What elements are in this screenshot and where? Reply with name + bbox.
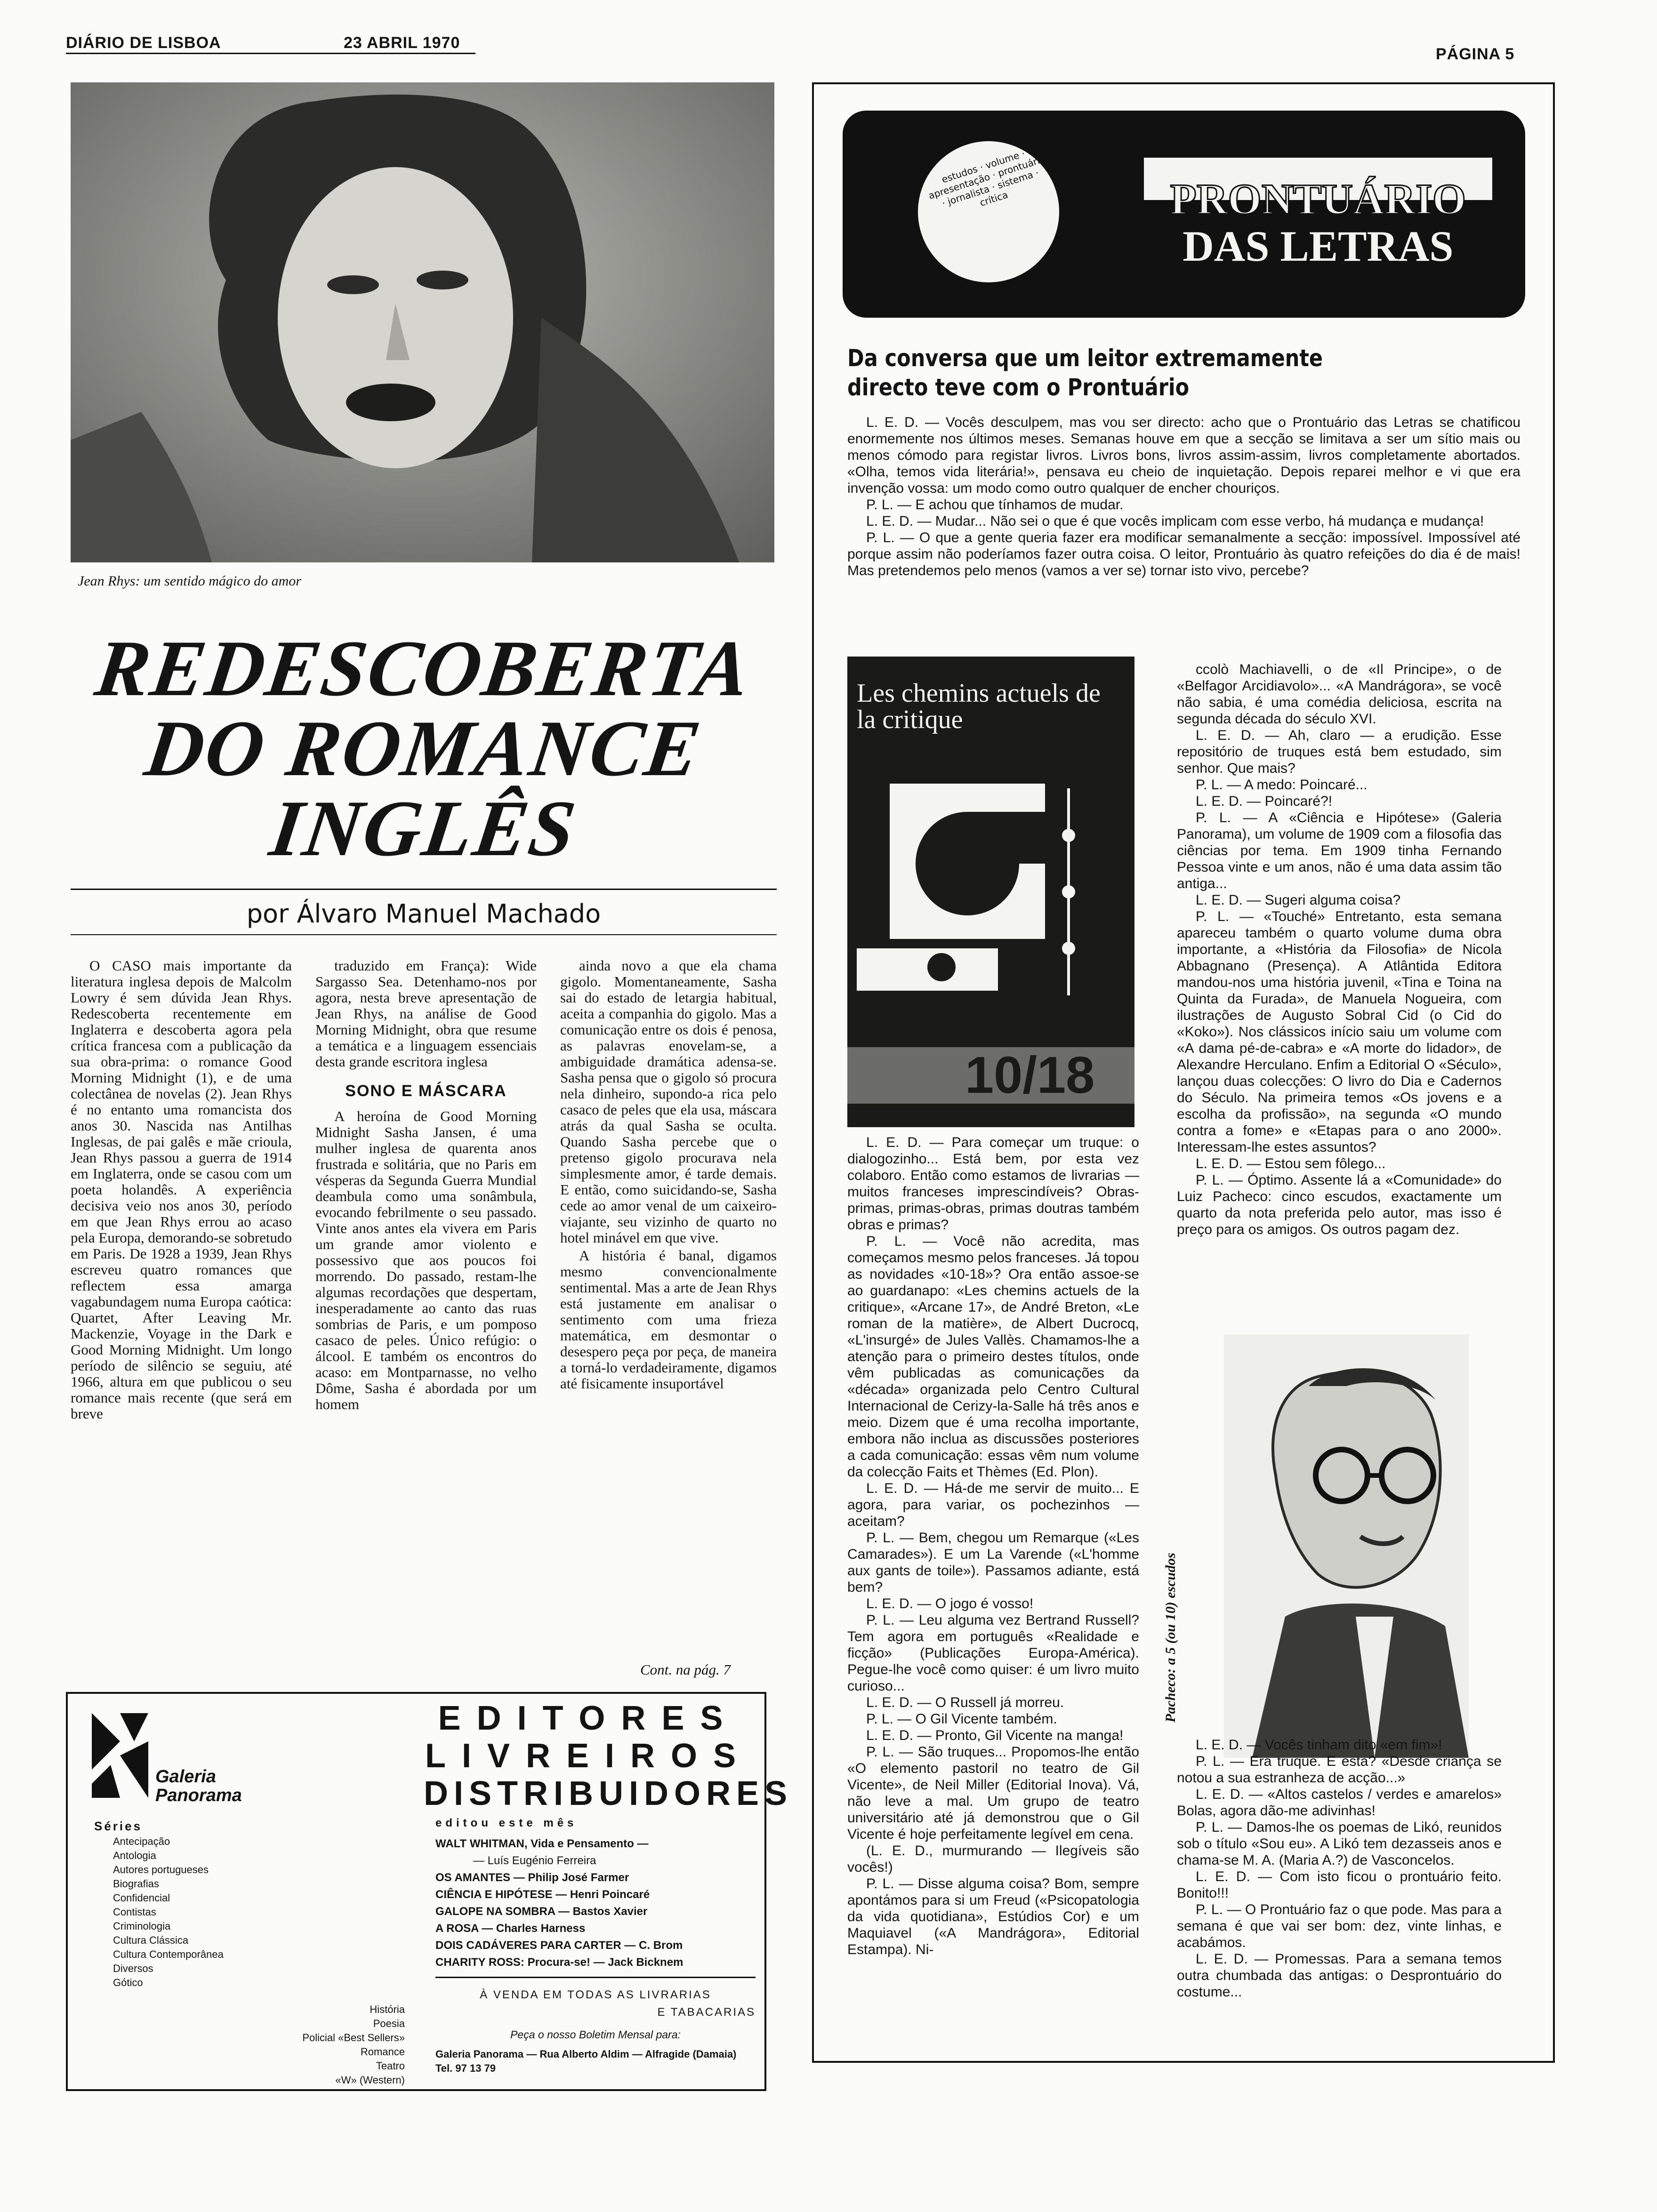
dialogue-paragraph: L. E. D. — Vocês tinham dito «em fim»! xyxy=(1196,1737,1442,1753)
article-column-3 xyxy=(560,958,777,1659)
dialogue-paragraph: P. L. — O Prontuário faz o que pode. Mas para a semana é que vai ser bom: dez, vinte linhas, e acabámos. xyxy=(1177,1902,1502,1950)
ad-book-item: CIÊNCIA E HIPÓTESE — Henri Poincaré xyxy=(435,1888,650,1901)
brand-name-line-1: Galeria xyxy=(155,1767,216,1787)
dialogue-paragraph: L. E. D. — Estou sem fôlego... xyxy=(1196,1156,1386,1171)
brand-name-line-2: Panorama xyxy=(155,1786,242,1805)
dialogue-paragraph: (L. E. D., murmurando — Ilegíveis são vocês!) xyxy=(847,1843,1139,1875)
dialogue-paragraph: P. L. — O que a gente queria fazer era modificar semanalmente a secção: impossível. Impossível até porque assim não poderíamos fazer outra coisa. O leitor, Prontuário às quatro refeições do dia é de mais! Mas pretendemos pelo menos (vamos a ver se) tornar isto vivo, percebe? xyxy=(847,530,1520,578)
ad-heading-distribuidores: DISTRIBUIDORES xyxy=(424,1775,793,1812)
dialogue-paragraph: L. E. D. — Sugeri alguma coisa? xyxy=(1196,892,1401,908)
newspaper-name: DIÁRIO DE LISBOA xyxy=(66,34,221,52)
dialogue-paragraph: L. E. D. — Ah, claro — a erudição. Esse repositório de truques está bem estudado, sim senhor. Que mais? xyxy=(1177,728,1502,776)
dialogue-paragraph: L. E. D. — Promessas. Para a semana temos outra chumbada das antigas: o Desprontuário do costume... xyxy=(1177,1951,1502,2000)
dialogue-paragraph: P. L. — Leu alguma vez Bertrand Russell? Tem agora em português «Realidade e ficção» (Publicações Europa-América). Pegue-lhe você como quiser: é um livro muito curioso... xyxy=(847,1612,1139,1694)
dialogue-paragraph: L. E. D. — Poincaré?! xyxy=(1196,793,1333,809)
prontuario-headline: Da conversa que um leitor extremamente directo teve com o Prontuário xyxy=(847,345,1323,401)
ad-sale-line-2: E TABACARIAS xyxy=(657,2006,756,2019)
dialogue-paragraph: L. E. D. — Há-de me servir de muito... E agora, para variar, os pochezinhos — aceitam? xyxy=(847,1481,1139,1529)
series-item: Criminologia xyxy=(113,1920,171,1932)
prontuario-intro xyxy=(847,414,1520,626)
dialogue-paragraph: ccolò Machiavelli, o de «Il Principe», o de «Belfagor Arcidiavolo»... «A Mandrágora», se você não sabia, é uma comédia deliciosa, escrita na segunda década do século XVI. xyxy=(1177,662,1502,727)
article-title-line-3: INGLÊS xyxy=(265,784,582,873)
ad-heading-livreiros: LIVREIROS xyxy=(425,1737,752,1775)
dialogue-paragraph: L. E. D. — Mudar... Não sei o que é que vocês implicam com esse verbo, há mudança e mudança! xyxy=(866,513,1484,529)
article-paragraph: A história é banal, digamos mesmo convencionalmente sentimental. Mas a arte de Jean Rhys está justamente em analisar o sentimento com uma frieza matemática, em desmontar o desespero peça por peça, de maneira a torná-lo verdadeiramente, digamos até fisicamente insuportável xyxy=(560,1247,777,1392)
series-item: Confidencial xyxy=(113,1892,170,1904)
byline: por Álvaro Manuel Machado xyxy=(246,899,601,929)
masthead-title-line-1: PRONTUÁRIO xyxy=(1170,175,1466,223)
series-item: Gótico xyxy=(113,1977,143,1988)
prontuario-column-b-continued xyxy=(1177,1737,1502,2047)
dialogue-paragraph: P. L. — Você não acredita, mas começamos mesmo pelos franceses. Já topou as novidades «10-18»? Ora então assoe-se ao guardanapo: «Les chemins actuels de la critique», «Arcane 17», de André Breton, «Le roman de la matière», de Albert Ducrocq, «L'insurgé» de Jules Vallès. Chamamos-lhe a atenção para o primeiro destes títulos, onde vêm publicadas as comunicações da «década» organizada pelo Centro Cultural Internacional de Cerizy-la-Salle há três anos e meio. Dizem que é uma recolha importante, embora não inclua as discussões posteriores a cada comunicação: essas vêm num volume da colecção Faits et Thèmes (Ed. Plon). xyxy=(847,1234,1139,1480)
series-item: Diversos xyxy=(113,1963,153,1974)
series-item: «W» (Western) xyxy=(335,2074,405,2086)
ad-book-item: OS AMANTES — Philip José Farmer xyxy=(435,1871,629,1884)
dialogue-paragraph: P. L. — A medo: Poincaré... xyxy=(1196,777,1367,793)
series-item: Autores portugueses xyxy=(113,1864,209,1875)
article-paragraph: traduzido em França): Wide Sargasso Sea. Detenhamo-nos por agora, nesta breve apresentação de Jean Rhys, na análise de Good Morning Midnight, obra que resume a temática e a linguagem essenciais desta grande escritora inglesa xyxy=(315,958,537,1070)
dialogue-paragraph: L. E. D. — Vocês desculpem, mas vou ser directo: acho que o Prontuário das Letras se chatificou enormemente nos últimos meses. Semanas houve em que a secção se limitava a ser um sítio mais ou menos cómodo para registar livros. Livros bons, livros assim-assim, livros completamente abortados. «Olha, temos vida literária!», pensava eu cheio de inquietação. Depois reparei melhor e vi que era invenção vossa: um modo como outro qualquer de encher chouriços. xyxy=(847,415,1520,496)
page-number: PÁGINA 5 xyxy=(1436,45,1515,63)
book-cover-title: Les chemins actuels de la critique xyxy=(857,679,1101,734)
dialogue-paragraph: P. L. — Damos-lhe os poemas de Likó, reunidos sob o título «Sou eu». A Likó tem dezasseis anos e chama-se M. A. (Maria A.?) de Vasconcelos. xyxy=(1177,1819,1502,1868)
ad-address: Galeria Panorama — Rua Alberto Aldim — Alfragide (Damaia) Tel. 97 13 79 xyxy=(435,2048,737,2074)
dialogue-paragraph: P. L. — E achou que tínhamos de mudar. xyxy=(866,497,1124,513)
dialogue-paragraph: P. L. — Bem, chegou um Remarque («Les Camarades»). E um La Varende («L'homme aux gants de toile»). Passamos adiante, está bem? xyxy=(847,1530,1139,1595)
subheading: SONO E MÁSCARA xyxy=(345,1082,507,1100)
ad-rule xyxy=(435,1977,756,1978)
byline-rule-bottom xyxy=(71,934,777,935)
dialogue-paragraph: L. E. D. — Com isto ficou o prontuário feito. Bonito!!! xyxy=(1177,1869,1502,1901)
article-title-line-2: DO ROMANCE xyxy=(140,704,708,793)
series-item: Romance xyxy=(360,2046,405,2058)
ad-editou-label: editou este mês xyxy=(435,1817,578,1829)
dialogue-paragraph: P. L. — São truques... Propomos-lhe então «O elemento pastoril no teatro de Gil Vicente», de Neil Miller (Editorial Inova). Vá, não leve a mal. Um grupo de teatro universitário até já demonstrou que o Gil Vicente é hoje perfeitamente legível em cena. xyxy=(847,1744,1139,1842)
ad-book-item: — Luís Eugénio Ferreira xyxy=(473,1854,596,1867)
ad-sale-line-1: À VENDA EM TODAS AS LIVRARIAS xyxy=(480,1988,711,2001)
photo-caption: Jean Rhys: um sentido mágico do amor xyxy=(78,573,301,589)
badge-text: estudos · volume · apresentação · prontuário · jornalista · sistema · crítica xyxy=(927,147,1047,209)
ad-book-item: CHARITY ROSS: Procura-se! — Jack Bicknem xyxy=(435,1956,684,1969)
masthead-title-line-2: DAS LETRAS xyxy=(1182,222,1454,270)
ad-book-item: GALOPE NA SOMBRA — Bastos Xavier xyxy=(435,1905,648,1918)
portrait-photo-jean-rhys xyxy=(71,82,774,562)
pacheco-photo-caption: Pacheco: a 5 (ou 10) escudos xyxy=(1163,1553,1178,1723)
prontuario-column-a xyxy=(847,1134,1139,2047)
byline-rule-top xyxy=(71,889,777,890)
series-item: Antecipação xyxy=(113,1835,170,1847)
article-column-2 xyxy=(315,958,537,1683)
dialogue-paragraph: P. L. — «Touché» Entretanto, esta semana apareceu também o quarto volume duma obra importante, a «História da Filosofia» de Nicola Abbagnano (Presença). A Atlântida Editora mandou-nos uma história juvenil, «Tina e Toina na Quinta da Furada», de Manuela Nogueira, com ilustrações de Augusto Sobral Cid (o Cid do «Koko»). Nos clássicos início saiu um volume com «A dama pé-de-cabra» e «A morte do lidador», de Alexandre Herculano. Enfim a Editorial O «Século», lançou duas colecções: O livro do Dia e Cadernos do Século. Na primeira temos «Os jovens e a escolha da profissão», na segunda «O mundo contra a fome» e «Etapas para o ano 2000». Interessam-lhe estes assuntos? xyxy=(1177,909,1502,1155)
ad-book-item: DOIS CADÁVERES PARA CARTER — C. Brom xyxy=(435,1939,683,1952)
series-item: Antologia xyxy=(113,1850,156,1861)
article-paragraph: O CASO mais importante da literatura inglesa depois de Malcolm Lowry é sem dúvida Jean Rhys. Redescoberta recentemente em Inglaterra e descoberta agora pela crítica francesa com a publicação da sua obra-prima: o romance Good Morning Midnight (1), e de uma colectânea de novelas (2). Jean Rhys é no entanto uma romancista dos anos 30. Nascida nas Antilhas Inglesas, de pai galês e mãe crioula, Jean Rhys passou a guerra de 1914 em Inglaterra, onde se casou com um poeta holandês. A experiência decisiva veio nos anos 30, período em que Jean Rhys errou ao acaso pela Europa, demorando-se sobretudo em Paris. De 1928 a 1939, Jean Rhys escreveu quatro romances que reflectem essa amarga vagabundagem numa Europa caótica: Quartet, After Leaving Mr. Mackenzie, Voyage in the Dark e Good Morning Midnight. Um longo período de silêncio se seguiu, até 1966, altura em que publicou o seu romance mais recente (que será em breve xyxy=(71,958,292,1422)
issue-date: 23 ABRIL 1970 xyxy=(344,34,460,52)
series-item: Cultura Clássica xyxy=(113,1934,189,1946)
dialogue-paragraph: P. L. — Disse alguma coisa? Bom, sempre apontámos para si um Freud («Psicopatologia da vida quotidiana», Estúdios Cor) e um Maquiavel («A Mandrágora», Editorial Estampa). Ni- xyxy=(847,1876,1139,1957)
galeria-panorama-logo-icon xyxy=(92,1713,148,1798)
series-list xyxy=(113,1835,348,1990)
article-column-1 xyxy=(71,958,292,1683)
ad-books-list xyxy=(435,1835,756,1971)
ad-book-item: WALT WHITMAN, Vida e Pensamento — xyxy=(435,1837,649,1850)
series-item: Cultura Contemporânea xyxy=(113,1948,224,1960)
continued-note: Cont. na pág. 7 xyxy=(640,1661,731,1678)
article-paragraph: A heroína de Good Morning Midnight Sasha Jansen, é uma mulher inglesa de quarenta anos frustrada e solitária, que no Paris em vésperas da Segunda Guerra Mundial deambula como uma sonâmbula, evocando febrilmente o seu passado. Vinte anos antes ela vivera em Paris um grande amor violento e possessivo que aos poucos foi morrendo. Do passado, restam-lhe algumas recordações que despertam, inesperadamente ao canto das ruas sombrias de Paris, e um pomposo casaco de peles. Único refúgio: o álcool. E também os encontros do acaso: em Montparnasse, no velho Dôme, Sasha é abordada por um homem xyxy=(315,1108,537,1412)
prontuario-column-b xyxy=(1177,661,1502,1290)
series-item: Policial «Best Sellers» xyxy=(302,2032,405,2044)
series-list-right xyxy=(141,2003,405,2087)
book-cover-image xyxy=(847,657,1134,1127)
portrait-photo-pacheco xyxy=(1224,1334,1469,1758)
series-label: Séries xyxy=(94,1819,143,1833)
ad-heading-editores: EDITORES xyxy=(438,1699,739,1737)
dialogue-paragraph: P. L. — Era truque. E esta? «Desde criança se notou a sua estranheza de acção...» xyxy=(1177,1754,1502,1786)
dialogue-paragraph: L. E. D. — O Russell já morreu. xyxy=(866,1695,1064,1710)
dialogue-paragraph: L. E. D. — Para começar um truque: o dialogozinho... Está bem, por esta vez colaboro. Então como estamos de livrarias — muitos franceses imprescindíveis? Obras-primas, primas-obras, primas doutras também obras e primas? xyxy=(847,1135,1139,1233)
series-item: Biografias xyxy=(113,1878,159,1890)
brand-logo-text xyxy=(155,1767,242,1805)
dialogue-paragraph: L. E. D. — O jogo é vosso! xyxy=(866,1596,1034,1611)
article-paragraph: ainda novo a que ela chama gigolo. Momentaneamente, Sasha sai do estado de letargia habitual, aceita a companhia do gigolo. Mas a comunicação entre os dois é penosa, as palavras enovelam-se, a ambiguidade dramática adensa-se. Sasha pensa que o gigolo só procura nela dinheiro, supondo-a rica pelo casaco de peles que ela usa, máscara atrás da qual Sasha se oculta. Quando Sasha percebe que o pretenso gigolo procurava nela simplesmente amor, é tarde demais. E então, como suicidando-se, Sasha cede ao amor venal de um caixeiro-viajante, seu vizinho de quarto no hotel minável em que vive. xyxy=(560,958,777,1246)
dialogue-paragraph: L. E. D. — Pronto, Gil Vicente na manga! xyxy=(866,1728,1124,1743)
dialogue-paragraph: P. L. — O Gil Vicente também. xyxy=(866,1711,1057,1727)
ad-order-line: Peça o nosso Boletim Mensal para: xyxy=(510,2028,681,2041)
dialogue-paragraph: P. L. — Óptimo. Assente lá a «Comunidade» do Luiz Pacheco: cinco escudos, exactamente um quarto da nota preferida pelo autor, mas isso é preço para os amigos. Os outros pagam dez. xyxy=(1177,1172,1502,1237)
book-cover-series: 10/18 xyxy=(965,1046,1095,1104)
series-item: Poesia xyxy=(373,2018,405,2029)
header-rule xyxy=(66,53,475,54)
ad-book-item: A ROSA — Charles Harness xyxy=(435,1922,586,1935)
article-title-line-1: REDESCOBERTA xyxy=(90,624,757,713)
series-item: História xyxy=(370,2004,405,2015)
dialogue-paragraph: P. L. — A «Ciência e Hipótese» (Galeria Panorama), um volume de 1909 com a filosofia das ciências por tema. Em 1909 tinha Fernando Pessoa vinte e um anos, não é uma data assim tão antiga... xyxy=(1177,810,1502,891)
series-item: Teatro xyxy=(376,2060,405,2072)
text-collage-badge xyxy=(918,141,1059,282)
series-item: Contistas xyxy=(113,1906,156,1918)
dialogue-paragraph: L. E. D. — «Altos castelos / verdes e amarelos» Bolas, agora dão-me adivinhas! xyxy=(1177,1787,1502,1819)
